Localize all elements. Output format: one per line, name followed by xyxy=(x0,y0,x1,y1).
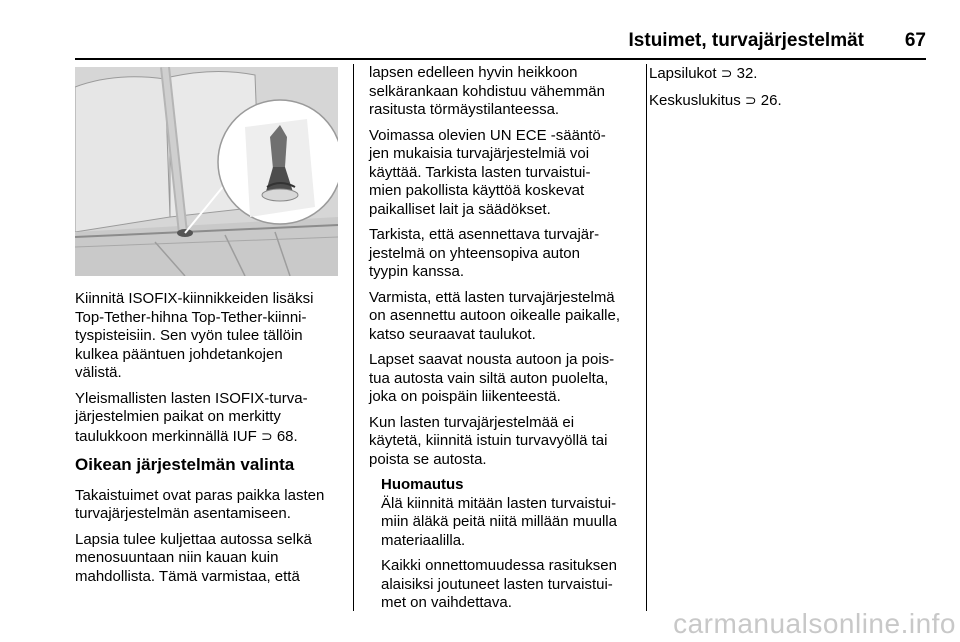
text-line: mien pakollista käyttöä koskevat xyxy=(369,182,585,199)
paragraph xyxy=(649,91,915,111)
text-line: rasitusta törmäystilanteessa. xyxy=(369,101,560,118)
text-line: välistä. xyxy=(75,364,122,381)
paragraph xyxy=(369,414,635,470)
text-line: alaisiksi joutuneet lasten turvaistui- xyxy=(381,575,613,593)
text-line: selkärankaan kohdistuu vähemmän xyxy=(369,82,605,100)
text-line: turvajärjestelmän asentamiseen. xyxy=(75,505,291,522)
text-line: paikalliset lait ja säädökset. xyxy=(369,200,551,218)
text-line: materiaalilla. xyxy=(381,531,466,549)
text-line: Lapset saavat nousta autoon ja pois- xyxy=(369,351,615,368)
text-line: mahdollista. Tämä varmistaa, että xyxy=(75,567,300,585)
header-rule xyxy=(75,58,926,60)
paragraph xyxy=(369,64,635,120)
page-reference-link[interactable]: 32. xyxy=(736,65,758,82)
column-1 xyxy=(75,290,341,593)
text-line: on asennettu autoon oikealle paikalle, xyxy=(369,307,621,324)
text-line: Varmista, että lasten turvajärjestelmä xyxy=(369,288,615,306)
text-line: tyspisteisiin. Sen vyön tulee tällöin xyxy=(75,327,303,344)
text-line: menosuuntaan niin kauan kuin xyxy=(75,549,279,566)
paragraph xyxy=(369,289,635,345)
cross-reference-label: Keskuslukitus xyxy=(649,91,741,109)
text-line: Kun lasten turvajärjestelmää ei xyxy=(369,413,575,431)
watermark: carmanualsonline.info xyxy=(673,608,956,639)
text-line: Yleismallisten lasten ISOFIX-turva- xyxy=(75,389,308,407)
text-line: jestelmä on yhteensopiva auton xyxy=(369,244,580,262)
text-line: Takaistuimet ovat paras paikka lasten xyxy=(75,486,325,504)
isofix-illustration xyxy=(75,67,338,276)
paragraph xyxy=(369,127,635,220)
text-line: Kaikki onnettomuudessa rasituksen xyxy=(381,557,617,574)
text-line: järjestelmien paikat on merkitty xyxy=(75,408,281,425)
paragraph xyxy=(369,226,635,282)
text-line: poista se autosta. xyxy=(369,450,487,468)
text-line xyxy=(75,427,341,447)
text-line: Tarkista, että asennettava turvajär- xyxy=(369,226,600,243)
paragraph xyxy=(649,64,915,84)
text-line: katso seuraavat taulukot. xyxy=(369,325,536,343)
paragraph xyxy=(381,557,635,613)
column-3 xyxy=(649,64,915,117)
paragraph xyxy=(369,351,635,407)
paragraph xyxy=(381,476,635,550)
cross-reference-label: Lapsilukot xyxy=(649,65,717,82)
paragraph xyxy=(75,487,341,524)
note-box xyxy=(381,476,635,613)
text-line: kulkea pääntuen johdetankojen xyxy=(75,345,283,363)
text-line: lapsen edelleen hyvin heikkoon xyxy=(369,64,578,81)
cross-reference xyxy=(649,91,915,111)
text-line: Lapsia tulee kuljettaa autossa selkä xyxy=(75,530,312,548)
column-2 xyxy=(369,64,635,620)
text-line: käytetä, kiinnitä istuin turvavyöllä tai xyxy=(369,432,608,449)
page-number: 67 xyxy=(904,30,926,51)
text-line: tyypin kanssa. xyxy=(369,263,465,280)
text-line: Voimassa olevien UN ECE -sääntö- xyxy=(369,126,606,144)
paragraph xyxy=(75,531,341,587)
page-reference-icon: ⊃ xyxy=(260,427,273,444)
isofix-illustration-drawing xyxy=(75,67,338,276)
paragraph xyxy=(75,390,341,447)
text-line: Kiinnitä ISOFIX-kiinnikkeiden lisäksi xyxy=(75,290,314,307)
page-reference-link[interactable]: 68. xyxy=(276,427,298,445)
page-reference-icon: ⊃ xyxy=(720,65,733,81)
text-line: joka on poispäin liikenteestä. xyxy=(369,388,561,405)
text-line: Top-Tether-hihna Top-Tether-kiinni- xyxy=(75,308,307,326)
text-line: jen mukaisia turvajärjestelmiä voi xyxy=(369,145,590,162)
text-fragment: taulukkoon merkinnällä IUF xyxy=(75,427,257,445)
column-divider xyxy=(646,64,647,611)
text-line: Älä kiinnitä mitään lasten turvaistui- xyxy=(381,494,617,512)
page-title: Istuimet, turvajärjestelmät xyxy=(628,30,864,51)
text-line: miin äläkä peitä niitä millään muulla xyxy=(381,513,617,530)
column-divider xyxy=(353,64,354,611)
page-reference-link[interactable]: 26. xyxy=(760,91,782,109)
section-heading: Oikean järjestelmän valinta xyxy=(75,455,295,474)
page-header xyxy=(75,26,926,60)
cross-reference xyxy=(649,64,915,84)
page-reference-icon: ⊃ xyxy=(744,91,757,108)
note-title: Huomautus xyxy=(381,476,464,493)
paragraph xyxy=(75,290,341,383)
text-line: tua autosta vain siltä auton puolelta, xyxy=(369,369,609,387)
text-line: käyttää. Tarkista lasten turvaistui- xyxy=(369,163,591,181)
text-line: met on vaihdettava. xyxy=(381,594,512,611)
